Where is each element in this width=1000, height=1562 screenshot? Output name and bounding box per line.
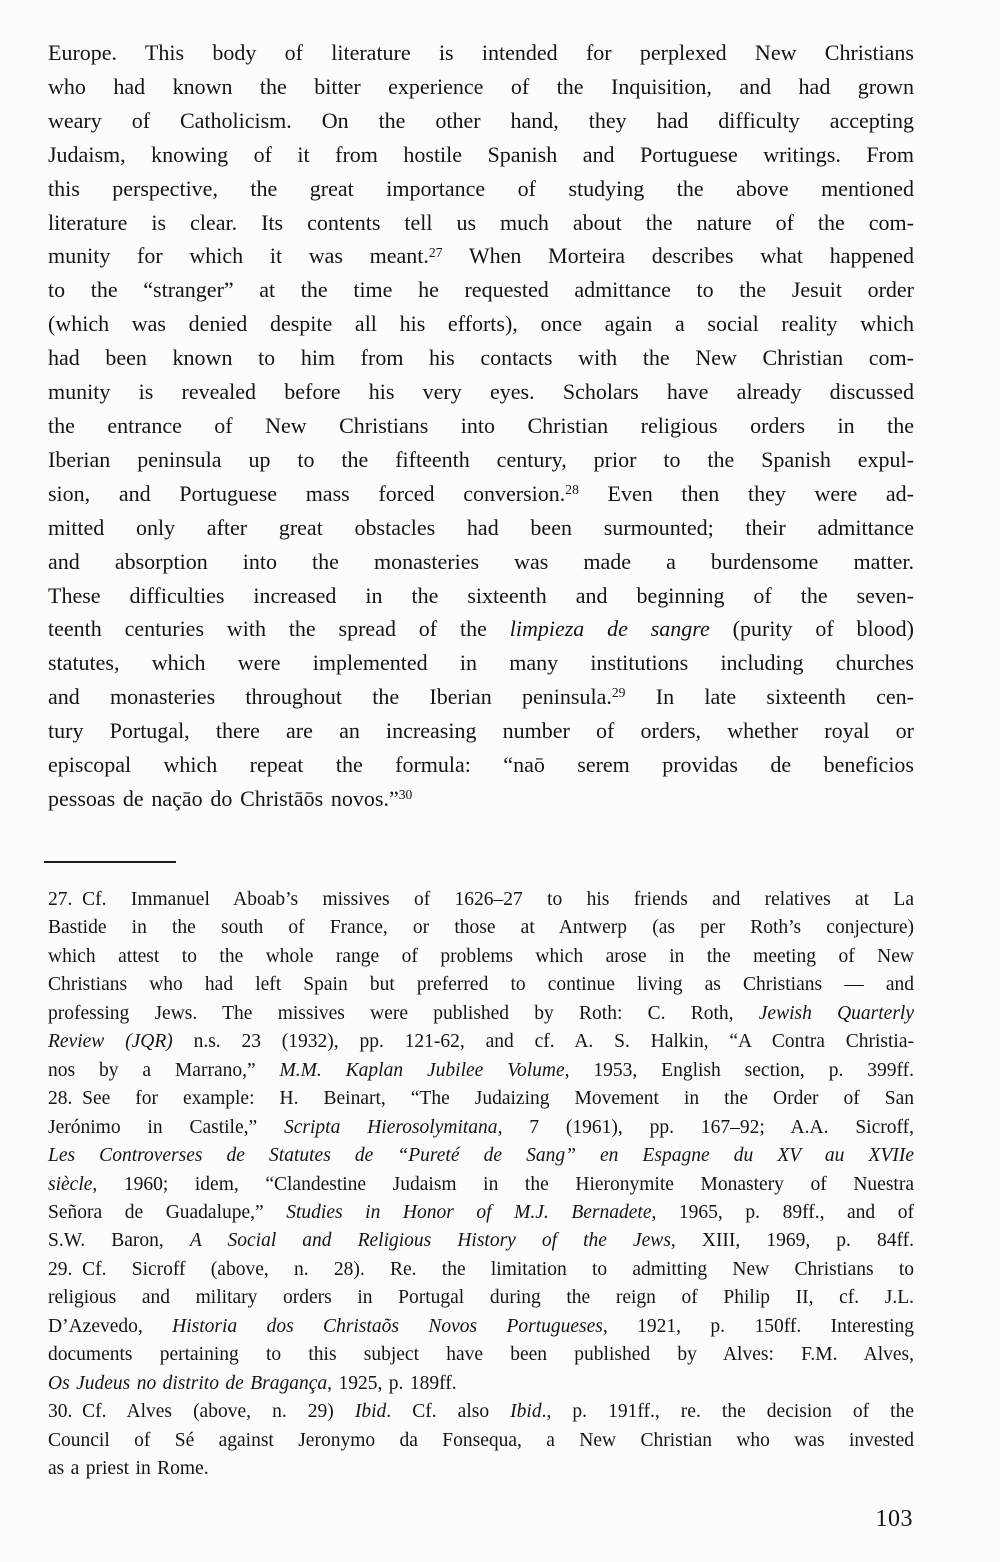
text-line: Review (JQR) n.s. 23 (1932), pp. 121-62, and cf. A. S. Halkin, “A Contra Christia-	[48, 1031, 915, 1053]
text-line: episcopal which repeat the formula: “naō serem providas de beneficios	[48, 752, 914, 778]
text-line: pessoas de naçāo do Christāōs novos.”$^{30}$	[48, 785, 413, 811]
text-line: Bastide in the south of France, or those at Antwerp (as per Roth’s conjecture)	[48, 917, 914, 939]
text-line: (which was denied despite all his efforts), once again a social reality which	[48, 311, 914, 337]
text-line: to the “stranger” at the time he requested admittance to the Jesuit order	[48, 277, 914, 303]
body-paragraph	[48, 36, 914, 816]
text-line: had been known to him from his contacts with the New Christian com-	[48, 345, 914, 371]
footnote-27	[48, 886, 914, 1085]
text-line: Os Judeus no distrito de Bragança, 1925, p. 189ff.	[48, 1372, 457, 1394]
text-line: 29. Cf. Sicroff (above, n. 28). Re. the limitation to admitting New Christians to	[48, 1258, 914, 1280]
text-line: and absorption into the monasteries was made a burdensome matter.	[48, 548, 914, 574]
text-line: Europe. This body of literature is intended for perplexed New Christians	[48, 40, 914, 65]
text-line: Señora de Guadalupe,” Studies in Honor of M.J. Bernadete, 1965, p. 89ff., and of	[48, 1201, 914, 1223]
text-line: as a priest in Rome.	[48, 1458, 209, 1480]
text-line: munity is revealed before his very eyes. Scholars have already discussed	[48, 379, 914, 405]
text-line: mitted only after great obstacles had been surmounted; their admittance	[48, 514, 914, 540]
footnote-28	[48, 1085, 914, 1256]
text-line: statutes, which were implemented in many institutions including churches	[48, 650, 914, 676]
page-number: 103	[875, 1506, 913, 1532]
text-line: and monasteries throughout the Iberian peninsula.$^{29}$ In late sixteenth cen-	[48, 684, 914, 710]
text-line: literature is clear. Its contents tell us much about the nature of the com-	[48, 209, 914, 235]
text-line: 28. See for example: H. Beinart, “The Judaizing Movement in the Order of San	[48, 1088, 914, 1110]
footnote-29	[48, 1256, 914, 1398]
text-line: Iberian peninsula up to the fifteenth century, prior to the Spanish expul-	[48, 446, 914, 472]
text-line: who had known the bitter experience of the Inquisition, and had grown	[48, 73, 914, 99]
text-line: which attest to the whole range of problems which arose in the meeting of New	[48, 945, 914, 967]
text-line: teenth centuries with the spread of the limpieza de sangre (purity of blood)	[48, 616, 914, 642]
text-line: documents pertaining to this subject have been published by Alves: F.M. Alves,	[48, 1344, 914, 1366]
text-line: religious and military orders in Portugal during the reign of Philip II, cf. J.L.	[48, 1287, 914, 1309]
text-line: Council of Sé against Jeronymo da Fonsequa, a New Christian who was invested	[48, 1429, 914, 1451]
footnote-separator	[44, 861, 176, 863]
text-line: These difficulties increased in the sixteenth and beginning of the seven-	[48, 582, 914, 608]
text-line: 30. Cf. Alves (above, n. 29) Ibid. Cf. also Ibid., p. 191ff., re. the decision of the	[48, 1401, 915, 1423]
text-line: nos by a Marrano,” M.M. Kaplan Jubilee Volume, 1953, English section, p. 399ff.	[48, 1059, 914, 1081]
text-line: siècle, 1960; idem, “Clandestine Judaism in the Hieronymite Monastery of Nuestra	[48, 1173, 914, 1195]
text-line: the entrance of New Christians into Christian religious orders in the	[48, 412, 914, 438]
text-line: S.W. Baron, A Social and Religious History of the Jews, XIII, 1969, p. 84ff.	[48, 1230, 914, 1252]
text-line: Jerónimo in Castile,” Scripta Hierosolymitana, 7 (1961), pp. 167–92; A.A. Sicroff,	[48, 1116, 915, 1138]
text-line: professing Jews. The missives were published by Roth: C. Roth, Jewish Quarterly	[48, 1002, 914, 1024]
text-line: D’Azevedo, Historia dos Christaõs Novos Portugueses, 1921, p. 150ff. Interesting	[48, 1315, 915, 1337]
text-line: Les Controverses de Statutes de “Pureté de Sang” en Espagne du XV au XVIIe	[48, 1145, 914, 1167]
text-line: this perspective, the great importance of studying the above mentioned	[48, 175, 914, 201]
text-line: weary of Catholicism. On the other hand, they had difficulty accepting	[48, 107, 914, 133]
text-line: Christians who had left Spain but preferred to continue living as Christians — and	[48, 974, 914, 996]
footnote-30	[48, 1398, 914, 1483]
text-line: 27. Cf. Immanuel Aboab’s missives of 1626–27 to his friends and relatives at La	[48, 889, 914, 910]
text-line: sion, and Portuguese mass forced conversion.$^{28}$ Even then they were ad-	[48, 480, 914, 506]
text-line: Judaism, knowing of it from hostile Spanish and Portuguese writings. From	[48, 141, 914, 167]
footnotes-section	[48, 886, 914, 1484]
text-line: tury Portugal, there are an increasing number of orders, whether royal or	[48, 718, 914, 744]
text-line: munity for which it was meant.$^{27}$ When Morteira describes what happened	[48, 243, 914, 269]
